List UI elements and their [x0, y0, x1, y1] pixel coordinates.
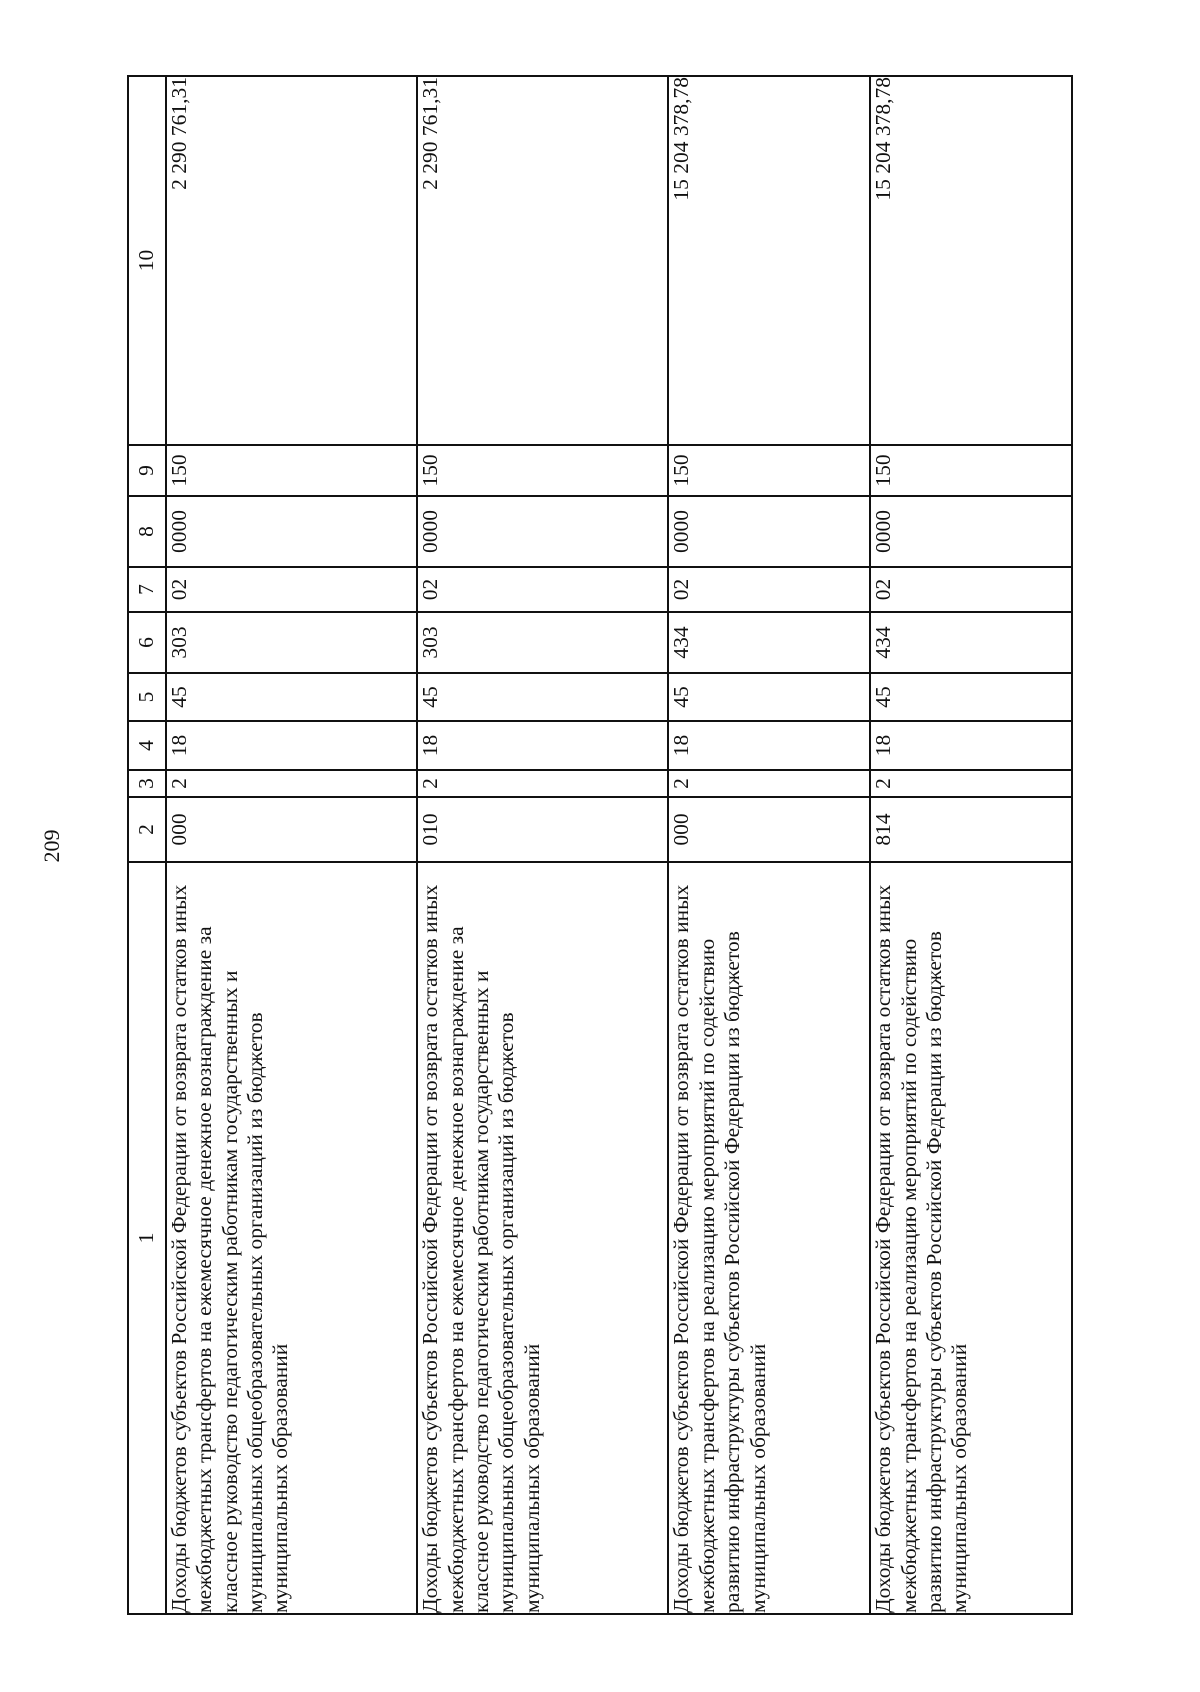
subarticle-code: 303 [167, 626, 191, 659]
row-description: Доходы бюджетов субъектов Российской Федерации от возврата остатков иных межбюджетных трансфертов на реализацию мероприятий по содействию развитию инфраструктуры субъектов Российской Федерации из бюджетов муниципальных образований [870, 862, 1072, 1614]
subgroup-code: 18 [167, 734, 191, 757]
admin-code: 000 [669, 813, 694, 846]
budget-table-container [127, 77, 1073, 1615]
col-header-2: 2 [128, 797, 166, 862]
amount: 15 204 378,78 [669, 77, 694, 201]
subgroup-code: 18 [669, 734, 694, 757]
row-description: Доходы бюджетов субъектов Российской Федерации от возврата остатков иных межбюджетных трансфертов на ежемесячное денежное вознаграждение за классное руководство педагогическим работникам государственных и муниципальных общеобразовательных организаций из бюджетов муниципальных образований [417, 862, 668, 1614]
subarticle-code: 434 [669, 626, 694, 659]
amount: 2 290 761,31 [167, 77, 191, 190]
table-row [870, 76, 1072, 1614]
subarticle-code: 303 [418, 626, 443, 659]
table-row [417, 76, 668, 1614]
page-number: 209 [39, 829, 64, 863]
economic-code: 150 [418, 454, 443, 487]
subgroup-code: 18 [871, 734, 896, 757]
program-code: 0000 [669, 510, 694, 553]
article-code: 45 [418, 686, 443, 708]
group-code: 2 [167, 778, 191, 789]
economic-code: 150 [167, 454, 191, 487]
article-code: 45 [669, 686, 694, 708]
article-code: 45 [871, 686, 896, 708]
admin-code: 000 [167, 813, 191, 846]
col-header-7: 7 [128, 567, 166, 612]
col-header-4: 4 [128, 721, 166, 770]
col-header-1: 1 [128, 862, 166, 1614]
col-header-5: 5 [128, 673, 166, 721]
program-code: 0000 [418, 510, 443, 553]
table-row [668, 76, 870, 1614]
row-description: Доходы бюджетов субъектов Российской Федерации от возврата остатков иных межбюджетных трансфертов на ежемесячное денежное вознаграждение за классное руководство педагогическим работникам государственных и муниципальных общеобразовательных организаций из бюджетов муниципальных образований [166, 862, 417, 1614]
header-row [128, 76, 166, 1614]
amount: 15 204 378,78 [871, 77, 896, 201]
group-code: 2 [669, 778, 694, 789]
economic-code: 150 [871, 454, 896, 487]
col-header-8: 8 [128, 496, 166, 567]
subarticle-code: 434 [871, 626, 896, 659]
row-description: Доходы бюджетов субъектов Российской Федерации от возврата остатков иных межбюджетных трансфертов на реализацию мероприятий по содействию развитию инфраструктуры субъектов Российской Федерации из бюджетов муниципальных образований [668, 862, 870, 1614]
table-row [166, 76, 417, 1614]
element-code: 02 [669, 578, 694, 601]
group-code: 2 [418, 778, 443, 789]
element-code: 02 [167, 578, 191, 601]
col-header-3: 3 [128, 770, 166, 797]
subgroup-code: 18 [418, 734, 443, 757]
budget-table [127, 75, 1073, 1615]
col-header-9: 9 [128, 445, 166, 496]
admin-code: 814 [871, 813, 896, 846]
element-code: 02 [418, 578, 443, 601]
program-code: 0000 [871, 510, 896, 553]
admin-code: 010 [418, 813, 443, 846]
col-header-10: 10 [128, 76, 166, 445]
economic-code: 150 [669, 454, 694, 487]
element-code: 02 [871, 578, 896, 601]
group-code: 2 [871, 778, 896, 789]
program-code: 0000 [167, 510, 191, 553]
amount: 2 290 761,31 [418, 77, 443, 190]
article-code: 45 [167, 686, 191, 708]
col-header-6: 6 [128, 612, 166, 673]
